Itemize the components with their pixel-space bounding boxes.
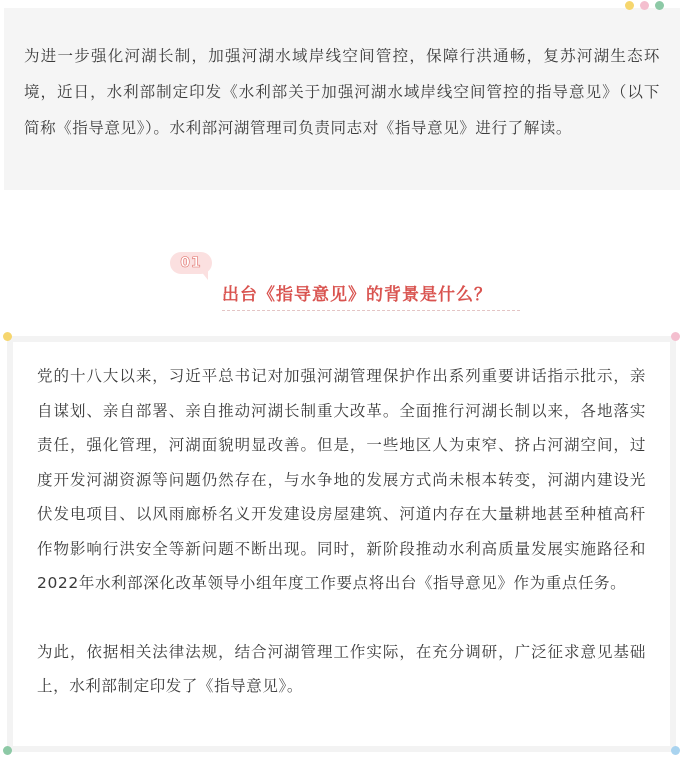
body-paragraph-2: 为此，依据相关法律法规，结合河湖管理工作实际，在充分调研，广泛征求意见基础上，水利部制定印发了《指导意见》。 — [37, 642, 646, 695]
title-dashed-underline — [222, 310, 520, 311]
green-corner-dot-icon — [3, 746, 12, 755]
pink-corner-dot-icon — [671, 332, 680, 341]
decorative-dots — [625, 1, 664, 10]
body-content — [13, 342, 670, 746]
yellow-corner-dot-icon — [3, 332, 12, 341]
body-frame — [7, 336, 676, 752]
blue-corner-dot-icon — [671, 746, 680, 755]
pink-dot-icon — [640, 1, 649, 10]
intro-paragraph: 为进一步强化河湖长制，加强河湖水域岸线空间管控，保障行洪通畅，复苏河湖生态环境，近日，水利部制定印发《水利部关于加强河湖水域岸线空间管控的指导意见》（以下简称《指导意见》）。水利部河湖管理司负责同志对《指导意见》进行了解读。 — [24, 47, 660, 137]
section-heading — [170, 252, 530, 314]
section-number-badge — [170, 252, 212, 278]
section-number: 01 — [180, 255, 202, 271]
intro-box — [4, 8, 680, 190]
yellow-dot-icon — [625, 1, 634, 10]
green-dot-icon — [655, 1, 664, 10]
body-paragraph-1: 党的十八大以来，习近平总书记对加强河湖管理保护作出系列重要讲话指示批示，亲自谋划、亲自部署、亲自推动河湖长制重大改革。全面推行河湖长制以来，各地落实责任，强化管理，河湖面貌明显改善。但是，一些地区人为束窄、挤占河湖空间，过度开发河湖资源等问题仍然存在，与水争地的发展方式尚未根本转变，河湖内建设光伏发电项目、以风雨廊桥名义开发建设房屋建筑、河道内存在大量耕地甚至种植高秆作物影响行洪安全等新问题不断出现。同时，新阶段推动水利高质量发展实施路径和2022年水利部深化改革领导小组年度工作要点将出台《指导意见》作为重点任务。 — [37, 367, 646, 592]
section-title: 出台《指导意见》的背景是什么？ — [222, 285, 492, 305]
